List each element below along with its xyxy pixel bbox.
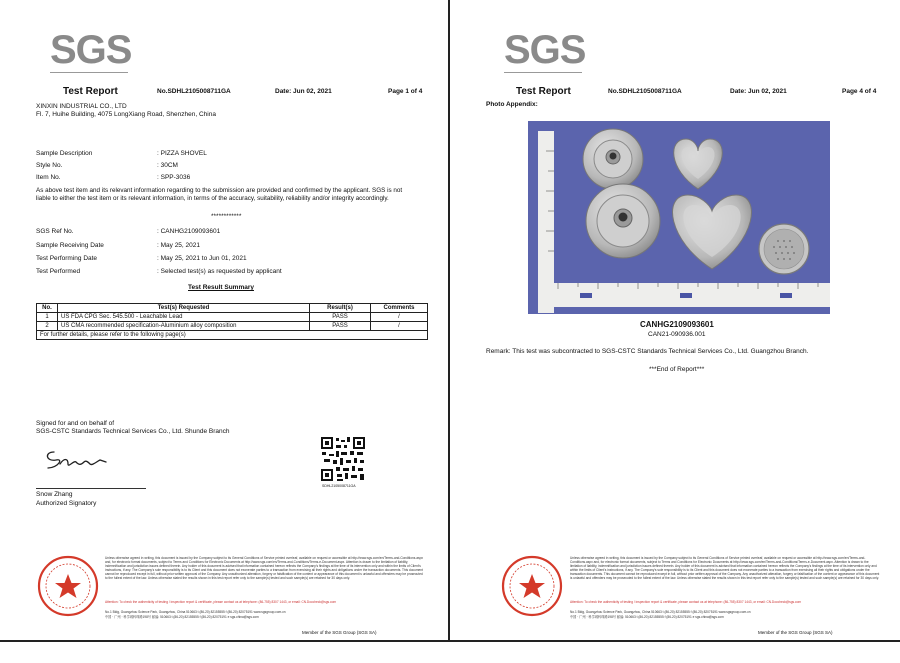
- sample-value: : 30CM: [157, 162, 178, 169]
- signed-on-behalf: Signed for and on behalf of: [36, 420, 115, 427]
- ref-value: : Selected test(s) as requested by applicant: [157, 268, 282, 275]
- photo-id: CANHG2109093601: [640, 320, 714, 329]
- qr-code: [320, 436, 366, 482]
- col-result: Result(s): [310, 304, 371, 313]
- summary-title: Test Result Summary: [188, 284, 254, 291]
- cell-comments: /: [371, 322, 428, 331]
- legal-fine-print: Unless otherwise agreed in writing, this document is issued by the Company subject to its General Conditions of Service printed overleaf, available on request or accessible at http://www.sgs.com/en/Terms-and-Conditions.aspx and, for electronic format documents, subject to Terms and Conditions for Electronic Documents at http://www.sgs.com/en/Terms-and-Conditions/Terms-e-Document.aspx. Attention is drawn to the limitation of liability, indemnification and jurisdiction issues defined therein. Any holder of this document is advised that information contained hereon reflects the Company's findings at the time of its intervention only and within the limits of Client's instructions, if any. The Company's sole responsibility is to its Client and this document does not exonerate parties to a transaction from exercising all their rights and obligations under the transaction documents. This document cannot be reproduced except in full, without prior written approval of the Company. Any unauthorized alteration, forgery or falsification of the content or appearance of this document is unlawful and offenders may be prosecuted to the fullest extent of the law. Unless otherwise stated the results shown in this test report refer only to the sample(s) tested and such sample(s) are retained for 30 days only.: [570, 556, 880, 581]
- table-row: [37, 313, 428, 322]
- end-of-report: ***End of Report***: [649, 366, 705, 373]
- red-seal-stamp: [36, 554, 100, 618]
- report-page-4: [452, 0, 900, 640]
- report-title: Test Report: [516, 86, 571, 97]
- sample-label: Style No.: [36, 162, 63, 169]
- red-seal-stamp: [500, 554, 564, 618]
- page-divider: [448, 0, 450, 640]
- signer-name: Snow Zhang: [36, 491, 73, 498]
- sample-label: Sample Description: [36, 150, 93, 157]
- ref-label: Test Performed: [36, 268, 81, 275]
- address-line: 中国 · 广州 · 科学城科珠路198号 邮编: 510663 t (86-20) 82155555 f (86-20) 82075191 e sgs.china@sgs.com: [570, 615, 724, 619]
- report-title: Test Report: [63, 86, 118, 97]
- sgs-logo: SGS: [50, 28, 132, 72]
- cell-comments: /: [371, 313, 428, 322]
- table-row: [37, 322, 428, 331]
- ref-value: : CANHG2109093601: [157, 228, 221, 235]
- signature-line: [36, 488, 146, 489]
- sample-value: : SPP-3036: [157, 174, 191, 181]
- address-line: No.1 Bldg, Guangzhou Science Park, Guangzhou, China 510663 t (86-20) 82155555 f (86-20) 82075191 www.sgsgroup.com.cn: [105, 610, 286, 614]
- applicant-statement: As above test item and its relevant information regarding to the submission are provided and confirmed by the applicant. SGS is not liable to either the test item or its relevant information, in terms of the accuracy, suitability, reliability and/or integrity accordingly.: [36, 187, 403, 202]
- photo-appendix-label: Photo Appendix:: [486, 101, 538, 108]
- sgs-member-line: Member of the SGS Group (SGS SA): [758, 630, 833, 635]
- report-number: No.SDHL2105008711GA: [608, 88, 682, 95]
- table-footnote: For further details, please refer to the following page(s): [37, 331, 428, 340]
- applicant-address: Fl. 7, Huihe Building, 4075 LongXiang Road, Shenzhen, China: [36, 111, 216, 118]
- sgs-logo: SGS: [504, 28, 586, 72]
- ref-label: SGS Ref No.: [36, 228, 74, 235]
- sample-label: Item No.: [36, 174, 61, 181]
- cell-test: US FDA CPG Sec. 545.500 - Leachable Lead: [58, 313, 310, 322]
- logo-rule: [50, 72, 128, 73]
- signer-title: Authorized Signatory: [36, 500, 97, 507]
- cell-no: 2: [37, 322, 58, 331]
- bottom-border: [0, 640, 900, 642]
- address-line: 中国 · 广州 · 科学城科珠路198号 邮编: 510663 t (86-20) 82155555 f (86-20) 82075191 e sgs.china@sgs.com: [105, 615, 259, 619]
- legal-fine-print: Unless otherwise agreed in writing, this document is issued by the Company subject to its General Conditions of Service printed overleaf, available on request or accessible at http://www.sgs.com/en/Terms-and-Conditions.aspx and, for electronic format documents, subject to Terms and Conditions for Electronic Documents at http://www.sgs.com/en/Terms-and-Conditions/Terms-e-Document.aspx. Attention is drawn to the limitation of liability, indemnification and jurisdiction issues defined therein. Any holder of this document is advised that information contained hereon reflects the Company's findings at the time of its intervention only and within the limits of Client's instructions, if any. The Company's sole responsibility is to its Client and this document does not exonerate parties to a transaction from exercising all their rights and obligations under the transaction documents. This document cannot be reproduced except in full, without prior written approval of the Company. Any unauthorized alteration, forgery or falsification of the content or appearance of this document is unlawful and offenders may be prosecuted to the fullest extent of the law. Unless otherwise stated the results shown in this test report refer only to the sample(s) tested and such sample(s) are retained for 30 days only.: [105, 556, 424, 581]
- report-date: Date: Jun 02, 2021: [275, 88, 332, 95]
- subcontract-remark: Remark: This test was subcontracted to SGS-CSTC Standards Technical Services Co., Ltd. Guangzhou Branch.: [486, 348, 809, 355]
- report-date: Date: Jun 02, 2021: [730, 88, 787, 95]
- table-header-row: [37, 304, 428, 313]
- ref-value: : May 25, 2021 to Jun 01, 2021: [157, 255, 247, 262]
- qr-caption: SDHL2105008711GA: [322, 484, 356, 488]
- report-number: No.SDHL2105008711GA: [157, 88, 231, 95]
- cell-test: US CMA recommended specification-Aluminium alloy composition: [58, 322, 310, 331]
- cell-result: PASS: [310, 322, 371, 331]
- col-comments: Comments: [371, 304, 428, 313]
- authenticity-notice: Attention: To check the authenticity of testing / inspection report & certificate, please contact us at telephone: (86-755) 8307 1443, or email: CN.Doccheck@sgs.com: [105, 600, 337, 604]
- sgs-member-line: Member of the SGS Group (SGS SA): [302, 630, 377, 635]
- col-no: No.: [37, 304, 58, 313]
- address-line: No.1 Bldg, Guangzhou Science Park, Guangzhou, China 510663 t (86-20) 82155555 f (86-20) 82075191 www.sgsgroup.com.cn: [570, 610, 751, 614]
- sample-photo: [528, 121, 830, 314]
- page-number: Page 4 of 4: [842, 88, 877, 95]
- applicant-name: XINXIN INDUSTRIAL CO., LTD: [36, 103, 127, 110]
- page-number: Page 1 of 4: [388, 88, 423, 95]
- cell-result: PASS: [310, 313, 371, 322]
- sample-value: : PIZZA SHOVEL: [157, 150, 207, 157]
- photo-sample-no: CAN21-090936.001: [648, 331, 706, 338]
- result-summary-table: [36, 303, 428, 340]
- signature-image: [40, 446, 110, 472]
- ref-value: : May 25, 2021: [157, 242, 200, 249]
- cell-no: 1: [37, 313, 58, 322]
- table-row: [37, 331, 428, 340]
- authenticity-notice: Attention: To check the authenticity of testing / inspection report & certificate, please contact us at telephone: (86-755) 8307 1443, or email: CN.Doccheck@sgs.com: [570, 600, 802, 604]
- ref-label: Sample Receiving Date: [36, 242, 104, 249]
- col-test: Test(s) Requested: [58, 304, 310, 313]
- ref-label: Test Performing Date: [36, 255, 98, 262]
- separator-stars: ************: [211, 213, 242, 220]
- signing-company: SGS-CSTC Standards Technical Services Co., Ltd. Shunde Branch: [36, 428, 230, 435]
- logo-rule: [504, 72, 582, 73]
- report-page-1: [0, 0, 448, 640]
